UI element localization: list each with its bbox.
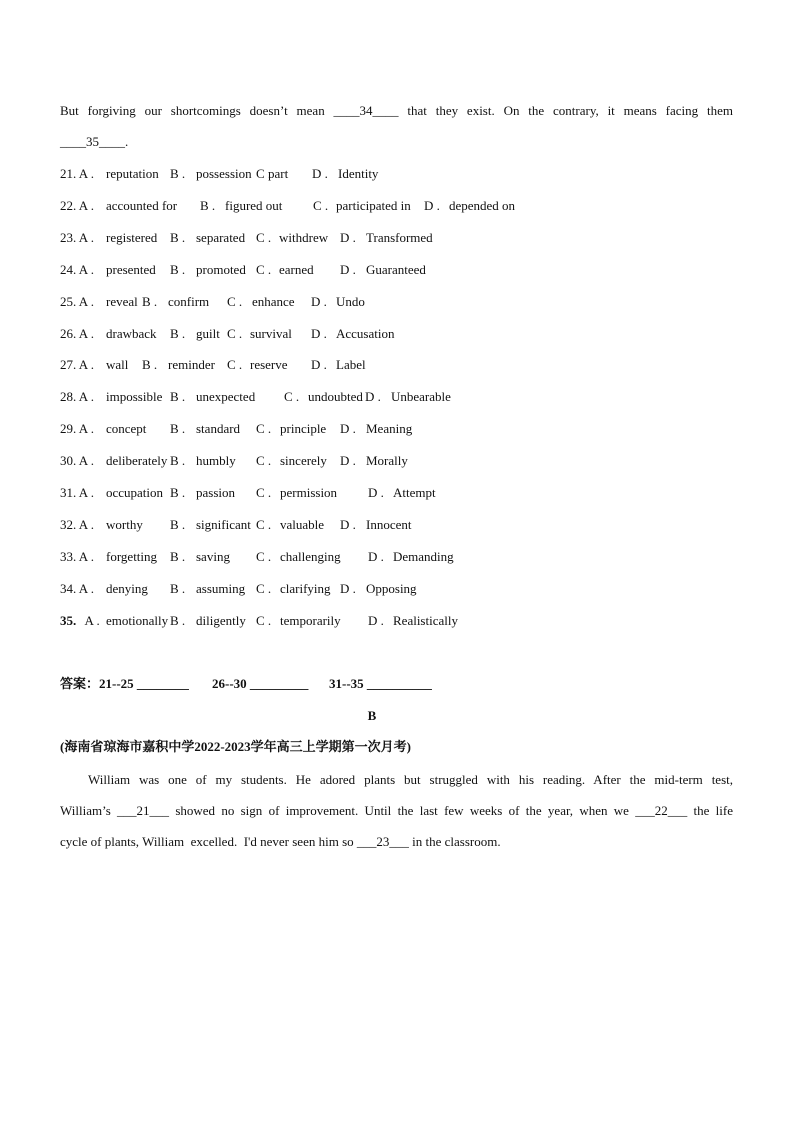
option-c-label: C . bbox=[227, 357, 243, 373]
option-b-text: standard bbox=[196, 421, 241, 437]
option-c-label: C . bbox=[256, 261, 272, 277]
option-b-label: B . bbox=[170, 229, 186, 245]
option-b-text: separated bbox=[196, 229, 246, 245]
option-b-label: B . bbox=[170, 166, 186, 181]
question-number: 34. A . bbox=[60, 580, 94, 596]
option-b-text: humbly bbox=[196, 453, 236, 469]
question-number: 21. A . bbox=[60, 166, 94, 181]
option-d-label: D . bbox=[365, 389, 381, 405]
option-d-text: Guaranteed bbox=[366, 261, 426, 277]
option-d-text: depended on bbox=[449, 197, 516, 213]
option-a-label: A . bbox=[82, 612, 100, 628]
option-a-text: forgetting bbox=[106, 548, 158, 564]
option-c-text: reserve bbox=[250, 357, 288, 373]
option-b-text: assuming bbox=[196, 580, 246, 596]
option-a-text: worthy bbox=[106, 516, 143, 532]
option-d-label: D . bbox=[340, 421, 356, 437]
option-b-label: B . bbox=[170, 580, 186, 596]
option-d-text: Accusation bbox=[336, 325, 395, 341]
option-d-text: Transformed bbox=[366, 229, 433, 245]
option-c-text: temporarily bbox=[280, 612, 341, 628]
question-number: 24. A . bbox=[60, 261, 94, 277]
option-c-text: survival bbox=[250, 325, 292, 341]
option-b-label: B . bbox=[170, 453, 186, 469]
option-d-text: Demanding bbox=[393, 548, 454, 564]
question-number: 26. A . bbox=[60, 325, 94, 341]
option-b-text: promoted bbox=[196, 261, 246, 277]
option-d-text: Attempt bbox=[393, 485, 436, 500]
option-b-text: confirm bbox=[168, 293, 210, 309]
option-b-text: diligently bbox=[196, 612, 246, 628]
option-b-text: guilt bbox=[196, 325, 220, 341]
option-a-text: drawback bbox=[106, 325, 157, 341]
option-c-label: C . bbox=[256, 485, 272, 500]
question-number: 31. A . bbox=[60, 485, 94, 500]
option-c-label: C . bbox=[256, 229, 272, 245]
option-b-label: B . bbox=[142, 293, 158, 309]
option-b-label: B . bbox=[170, 421, 186, 437]
option-c-text: participated in bbox=[336, 197, 411, 213]
option-b-label: B . bbox=[170, 261, 186, 277]
intro-line-2: ____35____. bbox=[60, 134, 129, 149]
option-d-label: D . bbox=[368, 485, 384, 500]
option-d-label: D . bbox=[340, 261, 356, 277]
option-a-text: emotionally bbox=[106, 612, 169, 628]
option-b-label: B . bbox=[170, 516, 186, 532]
option-d-text: Opposing bbox=[366, 580, 417, 596]
option-c-label: C . bbox=[284, 389, 300, 405]
option-c-label: C . bbox=[256, 421, 272, 437]
option-d-text: Identity bbox=[338, 166, 379, 181]
option-c-text: enhance bbox=[252, 293, 295, 309]
option-d-text: Realistically bbox=[393, 612, 458, 628]
option-c-text: clarifying bbox=[280, 580, 331, 596]
answer-blank-26-30: 26--30 _________ bbox=[212, 676, 309, 691]
section-heading: B bbox=[367, 708, 377, 723]
option-a-text: presented bbox=[106, 261, 156, 277]
option-d-label: D . bbox=[311, 357, 327, 373]
option-d-label: D . bbox=[424, 197, 440, 213]
option-c-text: valuable bbox=[280, 516, 325, 532]
question-number: 33. A . bbox=[60, 548, 94, 564]
option-c-label: C . bbox=[256, 548, 272, 564]
question-number: 28. A . bbox=[60, 389, 94, 405]
question-number: 35. bbox=[60, 612, 77, 628]
option-a-text: reveal bbox=[106, 293, 138, 309]
option-c-text: withdrew bbox=[279, 229, 329, 245]
option-c-label: C . bbox=[256, 166, 272, 181]
option-b-text: significant bbox=[196, 516, 251, 532]
option-b-text: passion bbox=[196, 485, 235, 500]
option-a-text: concept bbox=[106, 421, 147, 437]
option-c-label: C . bbox=[256, 516, 272, 532]
option-d-text: Unbearable bbox=[391, 389, 451, 405]
option-b-text: possession bbox=[196, 166, 252, 181]
option-d-label: D . bbox=[340, 453, 356, 469]
option-a-text: deliberately bbox=[106, 453, 168, 469]
option-b-label: B . bbox=[200, 197, 216, 213]
option-b-text: reminder bbox=[168, 357, 215, 373]
option-a-text: impossible bbox=[106, 389, 163, 405]
option-b-label: B . bbox=[170, 612, 186, 628]
option-d-label: D . bbox=[340, 229, 356, 245]
option-d-label: D . bbox=[368, 612, 384, 628]
option-c-label: C . bbox=[227, 325, 243, 341]
option-d-text: Innocent bbox=[366, 516, 412, 532]
option-c-label: C . bbox=[256, 580, 272, 596]
option-b-text: saving bbox=[196, 548, 230, 564]
option-c-label: C . bbox=[313, 197, 329, 213]
option-c-text: permission bbox=[280, 485, 338, 500]
question-number: 23. A . bbox=[60, 229, 94, 245]
option-b-label: B . bbox=[170, 485, 186, 500]
answer-blank-21-25: 答案：21--25 ________ bbox=[60, 676, 189, 691]
question-number: 25. A . bbox=[60, 293, 94, 309]
passage-line-2: William’s ___21___ showed no sign of improvement. Until the last few weeks of the year, when we ___22___ the life bbox=[60, 803, 733, 818]
option-a-text: accounted for bbox=[106, 197, 178, 213]
passage-line-3: cycle of plants, William excelled. I'd never seen him so ___23___ in the classroom. bbox=[60, 834, 501, 849]
option-d-label: D . bbox=[311, 293, 327, 309]
question-number: 32. A . bbox=[60, 516, 94, 532]
source-citation: (海南省琼海市嘉积中学2022-2023学年高三上学期第一次月考) bbox=[60, 739, 411, 754]
option-b-label: B . bbox=[142, 357, 158, 373]
question-number: 27. A . bbox=[60, 357, 94, 373]
option-c-text: undoubted bbox=[308, 389, 363, 405]
option-c-text: challenging bbox=[280, 548, 341, 564]
option-d-label: D . bbox=[312, 166, 328, 181]
option-a-text: reputation bbox=[106, 166, 159, 181]
option-d-label: D . bbox=[340, 580, 356, 596]
option-c-text: principle bbox=[280, 421, 327, 437]
option-a-text: registered bbox=[106, 229, 158, 245]
option-d-label: D . bbox=[340, 516, 356, 532]
intro-line-1: But forgiving our shortcomings doesn’t mean ____34____ that they exist. On the contrary, it means facing them bbox=[60, 103, 733, 118]
option-c-text: earned bbox=[279, 261, 314, 277]
option-c-label: C . bbox=[256, 612, 272, 628]
question-number: 30. A . bbox=[60, 453, 94, 469]
option-d-text: Morally bbox=[366, 453, 408, 469]
option-a-text: occupation bbox=[106, 485, 164, 500]
option-d-text: Meaning bbox=[366, 421, 413, 437]
passage-line-1: William was one of my students. He adored plants but struggled with his reading. After the mid-term test, bbox=[88, 772, 733, 787]
question-number: 29. A . bbox=[60, 421, 94, 437]
option-c-text: part bbox=[268, 166, 289, 181]
answer-blank-31-35: 31--35 __________ bbox=[329, 676, 432, 691]
option-b-label: B . bbox=[170, 389, 186, 405]
option-c-label: C . bbox=[227, 293, 243, 309]
option-d-text: Label bbox=[336, 357, 366, 373]
option-b-label: B . bbox=[170, 548, 186, 564]
question-number: 22. A . bbox=[60, 197, 94, 213]
option-d-text: Undo bbox=[336, 293, 365, 309]
option-b-text: unexpected bbox=[196, 389, 256, 405]
option-d-label: D . bbox=[368, 548, 384, 564]
option-a-text: denying bbox=[106, 580, 148, 596]
option-a-text: wall bbox=[106, 357, 129, 373]
option-b-text: figured out bbox=[225, 197, 283, 213]
option-c-label: C . bbox=[256, 453, 272, 469]
option-d-label: D . bbox=[311, 325, 327, 341]
option-b-label: B . bbox=[170, 325, 186, 341]
option-c-text: sincerely bbox=[280, 453, 327, 469]
